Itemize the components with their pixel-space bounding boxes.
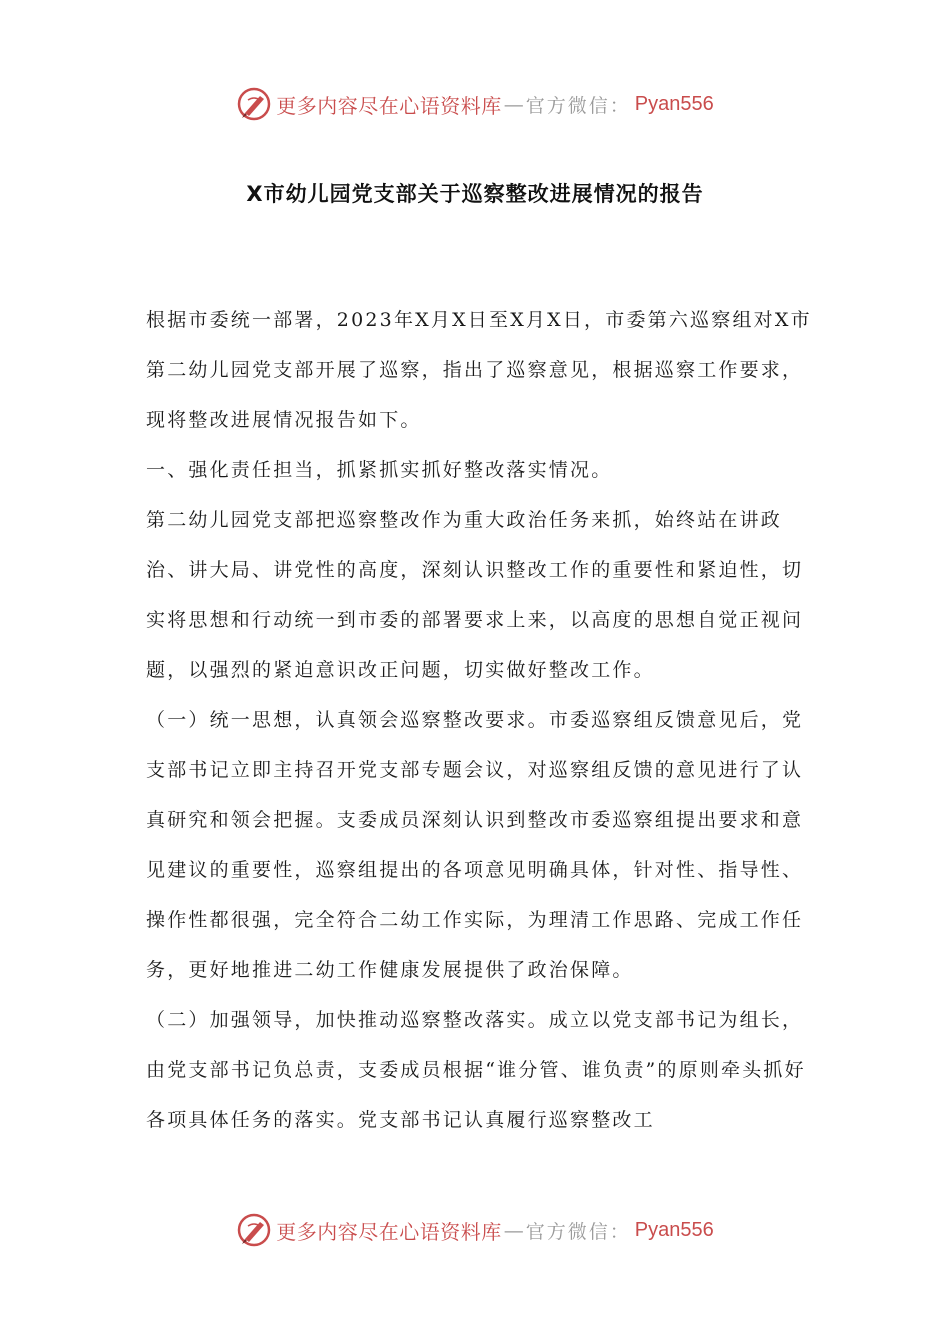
section-heading: 一、强化责任担当，抓紧抓实抓好整改落实情况。: [146, 459, 613, 481]
body-paragraph: 根据市委统一部署，2023年X月X日至X月X日，市委第六巡察组对X市第二幼儿园党支部开展了巡察，指出了巡察意见，根据巡察工作要求，现将整改进展情况报告如下。: [146, 309, 812, 431]
pen-logo-icon: [236, 86, 272, 122]
body-paragraph: （二）加强领导，加快推动巡察整改落实。成立以党支部书记为组长，由党支部书记负总责，支委成员根据“谁分管、谁负责”的原则牵头抓好各项具体任务的落实。党支部书记认真履行巡察整改工: [146, 1009, 806, 1131]
watermark-dash: —: [503, 1218, 524, 1242]
body-paragraph: （一）统一思想，认真领会巡察整改要求。市委巡察组反馈意见后，党支部书记立即主持召开党支部专题会议，对巡察组反馈的意见进行了认真研究和领会把握。支委成员深刻认识到整改市委巡察组提出要求和意见建议的重要性，巡察组提出的各项意见明确具体，针对性、指导性、操作性都很强，完全符合二幼工作实际，为理清工作思路、完成工作任务，更好地推进二幼工作健康发展提供了政治保障。: [146, 709, 804, 981]
watermark-site-text: 更多内容尽在心语资料库: [276, 93, 502, 118]
document-body: [146, 295, 818, 1145]
watermark-wechat-label: 官方微信：: [525, 1220, 631, 1243]
watermark-banner-bottom: [0, 1210, 950, 1250]
body-paragraph: 第二幼儿园党支部把巡察整改作为重大政治任务来抓，始终站在讲政治、讲大局、讲党性的高度，深刻认识整改工作的重要性和紧迫性，切实将思想和行动统一到市委的部署要求上来，以高度的思想自觉正视问题，以强烈的紧迫意识改正问题，切实做好整改工作。: [146, 509, 804, 681]
watermark-banner-top: [0, 84, 950, 124]
watermark-site-text: 更多内容尽在心语资料库: [276, 1219, 502, 1244]
pen-logo-icon: [236, 1212, 272, 1248]
watermark-wechat-id: Pyan556: [634, 1218, 714, 1241]
watermark-wechat-label: 官方微信：: [525, 94, 631, 117]
watermark-dash: —: [503, 92, 524, 116]
document-title: X市幼儿园党支部关于巡察整改进展情况的报告: [246, 182, 704, 206]
watermark-wechat-id: Pyan556: [634, 92, 714, 115]
